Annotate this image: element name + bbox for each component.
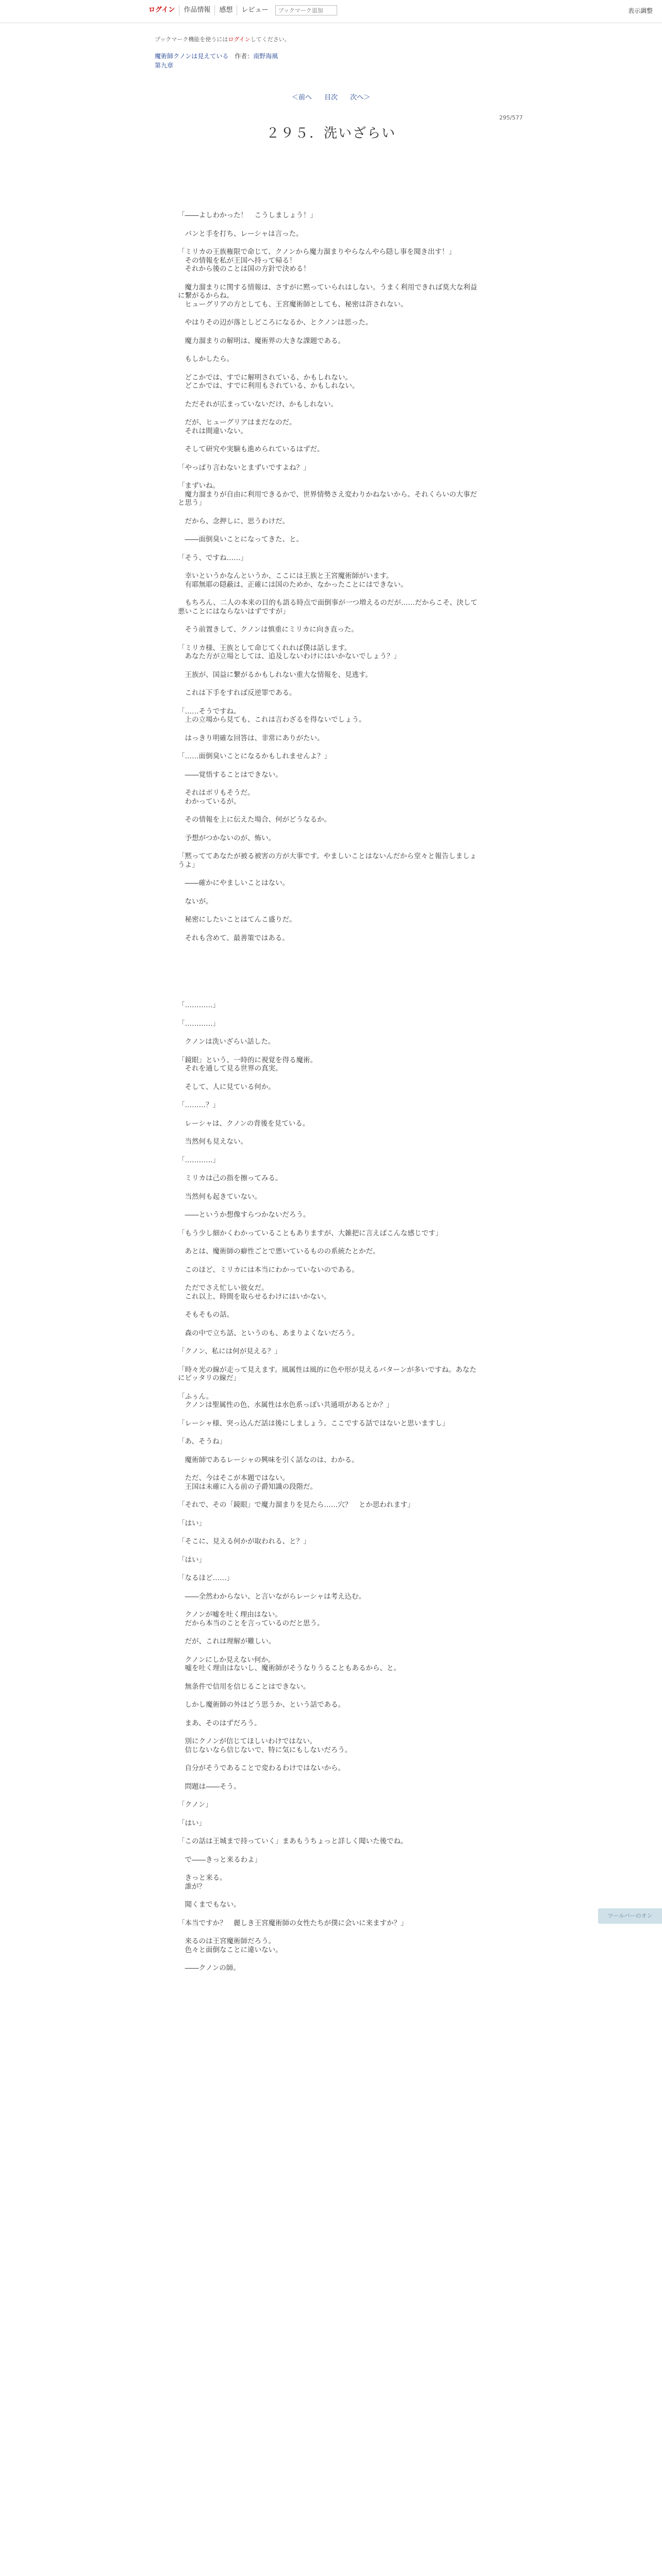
- body-paragraph: だが、これは理解が難しい。: [178, 1637, 275, 1646]
- blank-line: [178, 742, 482, 752]
- body-paragraph: 「…………」: [178, 1019, 220, 1028]
- body-paragraph: 「黙っててあなたが被る被害の方が大事です。やましいことはないんだから堂々と報告しましょうよ」: [178, 852, 477, 869]
- body-paragraph: 予想がつかないのが、怖い。: [178, 834, 275, 842]
- notice-suffix: してください。: [250, 36, 290, 43]
- blank-line: [178, 1046, 482, 1056]
- body-paragraph: 王族が、国益に繋がるかもしれない重大な情報を、見逃す。: [178, 670, 372, 679]
- blank-line: [178, 1356, 482, 1366]
- blank-line: [178, 1510, 482, 1519]
- blank-line: [178, 1410, 482, 1419]
- body-paragraph: 「まずいね。: [178, 482, 220, 490]
- blank-line: [178, 1446, 482, 1456]
- body-paragraph: そして研究や実験も進められているはずだ。: [178, 445, 324, 453]
- body-paragraph: 嘘を吐く理由はないし、魔術師がそうなりうることもあるから、と。: [178, 1664, 401, 1672]
- blank-line: [178, 616, 482, 625]
- blank-line: [178, 1727, 482, 1737]
- blank-line: [178, 1337, 482, 1347]
- blank-line: [178, 1564, 482, 1574]
- blank-line: [178, 634, 482, 644]
- body-paragraph: そう前置きして、クノンは慎重にミリカに向き直った。: [178, 625, 358, 634]
- body-paragraph: どこかでは、すでに利用もされている、かもしれない。: [178, 382, 359, 390]
- body-paragraph: 自分がそうであることで変わるわけではないから。: [178, 1764, 345, 1772]
- blank-line: [178, 1010, 482, 1020]
- blank-line: [178, 1164, 482, 1174]
- blank-line: [178, 698, 482, 707]
- blank-line: [178, 327, 482, 337]
- body-paragraph: 「もう少し細かくわかっていることもありますが、大雑把に言えばこんな感じです」: [178, 1229, 442, 1238]
- body-paragraph: ――全然わからない、と言いながらレーシャは考え込む。: [178, 1592, 366, 1601]
- body-paragraph: それから後のことは国の方針で決める！: [178, 265, 310, 273]
- body-paragraph: ただでさえ忙しい彼女だ。: [178, 1284, 269, 1292]
- prev-link[interactable]: ＜前へ: [291, 94, 312, 101]
- blank-line: [178, 962, 482, 972]
- blank-line: [178, 391, 482, 400]
- body-paragraph: 「…………」: [178, 1156, 220, 1164]
- blank-line: [178, 1773, 482, 1783]
- toolbar-toggle-button[interactable]: ツールバーのオン: [598, 1908, 662, 1924]
- body-paragraph: 「クノン」: [178, 1801, 212, 1809]
- blank-line: [178, 562, 482, 572]
- body-paragraph: 「なるほど……」: [178, 1574, 234, 1582]
- body-paragraph: ヒューグリアの方としても、王宮魔術師としても、秘密は許されない。: [178, 300, 408, 309]
- body-paragraph: レーシャは、クノンの背後を見ている。: [178, 1119, 310, 1128]
- body-paragraph: それはボリもそうだ。: [178, 789, 255, 797]
- body-paragraph: 「……面倒臭いことになるかもしれませんよ？」: [178, 752, 331, 760]
- body-paragraph: そもそもの話。: [178, 1311, 234, 1319]
- blank-line: [178, 1646, 482, 1656]
- blank-line: [178, 526, 482, 535]
- body-paragraph: 「そこに、見える何かが取われる、と？」: [178, 1537, 310, 1546]
- nav-reviews[interactable]: レビュー: [241, 6, 269, 14]
- body-paragraph: これ以上、時間を取らせるわけにはいかない。: [178, 1292, 331, 1301]
- body-paragraph: 森の中で立ち話、というのも、あまりよくないだろう。: [178, 1329, 359, 1337]
- blank-line: [178, 924, 482, 934]
- blank-line: [178, 724, 482, 734]
- notice-prefix: ブックマーク機能を使うには: [155, 36, 228, 43]
- chapter-label: 第九章: [155, 62, 174, 69]
- nav-impressions[interactable]: 感想: [215, 5, 237, 15]
- next-link[interactable]: 次へ＞: [350, 94, 371, 101]
- blank-line: [178, 1809, 482, 1819]
- blank-line: [178, 1827, 482, 1837]
- toc-link[interactable]: 目次: [324, 94, 338, 101]
- blank-line: [178, 364, 482, 374]
- blank-line: [178, 1183, 482, 1193]
- display-settings-button[interactable]: 表示調整: [627, 7, 653, 14]
- blank-line: [178, 906, 482, 916]
- header-nav: [144, 5, 337, 15]
- body-paragraph: 来るのは王宮魔術師だろう。: [178, 1937, 275, 1945]
- blank-line: [178, 1528, 482, 1537]
- blank-line: [178, 824, 482, 834]
- body-paragraph: 聞くまでもない。: [178, 1901, 241, 1909]
- blank-line: [178, 435, 482, 445]
- blank-line: [178, 507, 482, 517]
- blank-line: [178, 1891, 482, 1901]
- body-paragraph: 魔術師であるレーシャの興味を引く話なのは、わかる。: [178, 1455, 359, 1464]
- body-paragraph: 「本当ですか？ 麗しき王宮魔術師の女性たちが僕に会いに来ますか？」: [178, 1919, 408, 1927]
- top-navigation-bar: [0, 0, 662, 23]
- blank-line: [178, 1238, 482, 1247]
- body-paragraph: ――覚悟することはできない。: [178, 770, 283, 779]
- blank-line: [178, 972, 482, 981]
- body-paragraph: しかし魔術師の外はどう思うか、という話である。: [178, 1701, 345, 1709]
- body-paragraph: それも含めて、最善策ではある。: [178, 934, 289, 942]
- body-paragraph: 「時々光の線が走って見えます。風属性は風的に色や形が見えるパターンが多いですね。あなたにピッタリの線だ」: [178, 1365, 477, 1382]
- blank-line: [178, 1091, 482, 1101]
- blank-line: [178, 454, 482, 464]
- blank-line: [178, 1909, 482, 1919]
- chapter-title: ２９５．洗いざらい: [266, 126, 396, 141]
- body-paragraph: 「――よしわかった！ こうしましょう！」: [178, 211, 317, 219]
- blank-line: [178, 472, 482, 482]
- page-number: 295/577: [499, 114, 523, 121]
- body-paragraph: もちろん、二人の本来の目的も語る時点で面倒事が一つ増えるのだが……だからこそ、決して悪いことにはならないはずですが」: [178, 599, 478, 616]
- blank-line: [178, 661, 482, 671]
- body-paragraph: ――というか想像すらつかないだろう。: [178, 1211, 310, 1219]
- body-paragraph: パンと手を打ち、レーシャは言った。: [178, 229, 303, 238]
- body-paragraph: やはりその辺が落としどころになるか、とクノンは思った。: [178, 318, 373, 327]
- body-paragraph: 無条件で信用を信じることはできない。: [178, 1682, 310, 1691]
- blank-line: [178, 888, 482, 897]
- body-paragraph: ただ、今はそこが本題ではない。: [178, 1474, 289, 1482]
- body-paragraph: 「ミリカの王族権限で命じて、クノンから魔力溜まりやらなんやら隠し事を聞き出す！」: [178, 248, 456, 256]
- body-paragraph: 魔力溜まりが自由に利用できるかで、世界情勢さえ変わりかねないから。それくらいの大事だと思う」: [178, 490, 477, 507]
- body-paragraph: 「あ、そうね」: [178, 1437, 226, 1446]
- body-paragraph: 「そう、ですね……」: [178, 553, 247, 562]
- body-paragraph: だが、ヒューグリアはまだなのだ。: [178, 418, 296, 427]
- blank-line: [178, 981, 482, 991]
- body-paragraph: あなた方が立場としては、追及しないわけにはいかないでしょう？」: [178, 652, 401, 660]
- blank-line: [178, 1219, 482, 1229]
- blank-line: [178, 589, 482, 599]
- body-paragraph: 「それで、その「鏡眼」で魔力溜まりを見たら……穴？ とか思われます」: [178, 1501, 415, 1509]
- novel-body: [178, 211, 482, 1973]
- body-paragraph: あとは、魔術師の癖性ごとで悪いているものの系統たとかだ。: [178, 1247, 380, 1256]
- blank-line: [178, 1691, 482, 1701]
- blank-line: [178, 1073, 482, 1083]
- pager-top: [0, 92, 662, 101]
- body-paragraph: わかっているが。: [178, 797, 241, 806]
- body-paragraph: ミリカは己の指を擦ってみる。: [178, 1174, 283, 1182]
- body-paragraph: これは下手をすれば反逆罪である。: [178, 689, 296, 697]
- blank-line: [178, 1864, 482, 1874]
- blank-line: [178, 1709, 482, 1719]
- blank-line: [178, 1846, 482, 1856]
- bookmark-notice: [155, 35, 290, 43]
- body-paragraph: ただそれが広まっていないだけ、かもしれない。: [178, 400, 338, 409]
- blank-line: [178, 1110, 482, 1120]
- blank-line: [178, 409, 482, 418]
- body-paragraph: はっきり明確な回答は、非常にありがたい。: [178, 734, 324, 742]
- body-paragraph: クノンにしか見えない何か。: [178, 1655, 275, 1664]
- body-paragraph: 信じないなら信じないで、特に気にもしないだろう。: [178, 1745, 352, 1754]
- body-paragraph: 別にクノンが信じてほしいわけではない。: [178, 1737, 317, 1745]
- blank-line: [178, 1583, 482, 1592]
- blank-line: [178, 1791, 482, 1801]
- blank-line: [178, 869, 482, 879]
- body-paragraph: 有耶無耶の隠蔽は、正確には国のためか、なかったことにはできない。: [178, 580, 408, 589]
- body-paragraph: そして、人に見ている何か。: [178, 1082, 275, 1091]
- blank-line: [178, 1673, 482, 1683]
- blank-line: [178, 806, 482, 816]
- blank-line: [178, 274, 482, 283]
- body-paragraph: それは間違いない。: [178, 427, 247, 435]
- blank-line: [178, 1754, 482, 1764]
- body-paragraph: それを通して見る世界の真実。: [178, 1064, 283, 1073]
- body-paragraph: その情報を私が王国へ持って帰る！: [178, 256, 296, 265]
- blank-line: [178, 1383, 482, 1393]
- blank-line: [178, 1491, 482, 1501]
- body-paragraph: だから本当のことを言っているのだと思う。: [178, 1619, 324, 1628]
- body-paragraph: 魔力溜まりの解明は、魔術界の大きな課題である。: [178, 336, 345, 345]
- body-paragraph: 「………？」: [178, 1101, 220, 1109]
- blank-line: [178, 942, 482, 952]
- nav-work-info[interactable]: 作品情報: [179, 5, 215, 15]
- body-paragraph: 「ふぅん。: [178, 1392, 213, 1401]
- body-paragraph: きっと来る。: [178, 1874, 227, 1882]
- blank-line: [178, 761, 482, 771]
- blank-line: [178, 238, 482, 248]
- blank-line: [178, 1301, 482, 1311]
- blank-line: [178, 1319, 482, 1329]
- body-paragraph: 魔力溜まりに関する情報は、さすがに黙っていられはしない。うまく利用できれば莫大な利益に繋がるからね。: [178, 283, 477, 300]
- blank-line: [178, 1274, 482, 1284]
- blank-line: [178, 1201, 482, 1211]
- body-paragraph: 「ミリカ様、王族として命じてくれれば僕は話します。: [178, 643, 352, 652]
- body-paragraph: ないが。: [178, 897, 213, 906]
- body-paragraph: 秘密にしたいことはてんこ盛りだ。: [178, 916, 296, 924]
- body-paragraph: 「この話は王城まで持っていく」まあもうちょっと詳しく聞いた後でね。: [178, 1837, 408, 1845]
- body-paragraph: クノンは洗いざらい話した。: [178, 1038, 275, 1046]
- blank-line: [178, 1601, 482, 1611]
- body-paragraph: クノンが嘘を吐く理由はない。: [178, 1611, 282, 1619]
- login-link[interactable]: ログイン: [144, 5, 179, 15]
- blank-line: [178, 1256, 482, 1266]
- blank-line: [178, 779, 482, 789]
- blank-line: [178, 991, 482, 1001]
- blank-line: [178, 1028, 482, 1038]
- body-paragraph: 「クノン、私には何が見える？」: [178, 1347, 282, 1355]
- blank-line: [178, 309, 482, 318]
- blank-line: [178, 1954, 482, 1964]
- series-info: [155, 52, 278, 70]
- blank-line: [178, 1128, 482, 1138]
- body-paragraph: だから、念押しに、思うわけだ。: [178, 517, 289, 526]
- body-paragraph: どこかでは、すでに解明されている、かもしれない。: [178, 373, 352, 382]
- blank-line: [178, 345, 482, 355]
- body-paragraph: ――確かにやましいことはない。: [178, 879, 289, 887]
- body-paragraph: ――面倒臭いことになってきた、と。: [178, 535, 303, 544]
- body-paragraph: 「……そうですね。: [178, 707, 241, 716]
- blank-line: [178, 1428, 482, 1437]
- body-paragraph: 「はい」: [178, 1555, 206, 1564]
- author-prefix: 作者：: [235, 53, 254, 60]
- body-paragraph: 「はい」: [178, 1819, 206, 1827]
- body-paragraph: まあ、そのはずだろう。: [178, 1719, 261, 1727]
- body-paragraph: このほど、ミリカには本当にわかっていないのである。: [178, 1265, 359, 1274]
- body-paragraph: 問題は――そう。: [178, 1782, 241, 1791]
- bookmark-add-input[interactable]: [275, 5, 337, 15]
- body-paragraph: 「やっぱり言わないとまずいですよね？」: [178, 463, 310, 472]
- body-paragraph: 「はい」: [178, 1519, 206, 1528]
- body-paragraph: 幸いというかなんというか、ここには王族と王宮魔術師がいます。: [178, 572, 393, 580]
- blank-line: [178, 220, 482, 230]
- blank-line: [178, 679, 482, 689]
- body-paragraph: 王国は未確に入る前の子爵知識の段階だ。: [178, 1482, 317, 1491]
- blank-line: [178, 1628, 482, 1637]
- author-link[interactable]: 南野海風: [253, 53, 278, 60]
- body-paragraph: クノンは聖属性の色、水属性は水色系っぽい共通項があるとか？」: [178, 1401, 393, 1409]
- blank-line: [178, 842, 482, 852]
- blank-line: [178, 544, 482, 554]
- blank-line: [178, 1146, 482, 1156]
- body-paragraph: その情報を上に伝えた場合、何がどうなるか。: [178, 816, 331, 824]
- body-paragraph: で――きっと来るわよ」: [178, 1855, 261, 1864]
- blank-line: [178, 952, 482, 962]
- blank-line: [178, 1927, 482, 1937]
- body-paragraph: 「…………」: [178, 1001, 220, 1009]
- author-line: [235, 53, 278, 60]
- body-paragraph: もしかしたら。: [178, 355, 234, 363]
- body-paragraph: 「レーシャ様、突っ込んだ話は後にしましょう。ここでする話ではないと思いますし」: [178, 1419, 449, 1428]
- body-paragraph: 当然何も起きていない。: [178, 1192, 261, 1201]
- body-paragraph: 当然何も見えない。: [178, 1138, 247, 1146]
- body-paragraph: 上の立場から見ても、これは言わざるを得ないでしょう。: [178, 716, 366, 724]
- body-paragraph: 誰が？: [178, 1882, 206, 1891]
- blank-line: [178, 1546, 482, 1556]
- body-paragraph: ――クノンの師。: [178, 1964, 240, 1972]
- notice-login-link[interactable]: ログイン: [228, 36, 251, 43]
- series-title-link[interactable]: 魔術師クノンは見えている: [155, 53, 229, 60]
- body-paragraph: 色々と面倒なことに違いない。: [178, 1945, 283, 1954]
- blank-line: [178, 1464, 482, 1474]
- body-paragraph: 「鏡眼」という、一時的に視覚を得る魔術。: [178, 1056, 317, 1064]
